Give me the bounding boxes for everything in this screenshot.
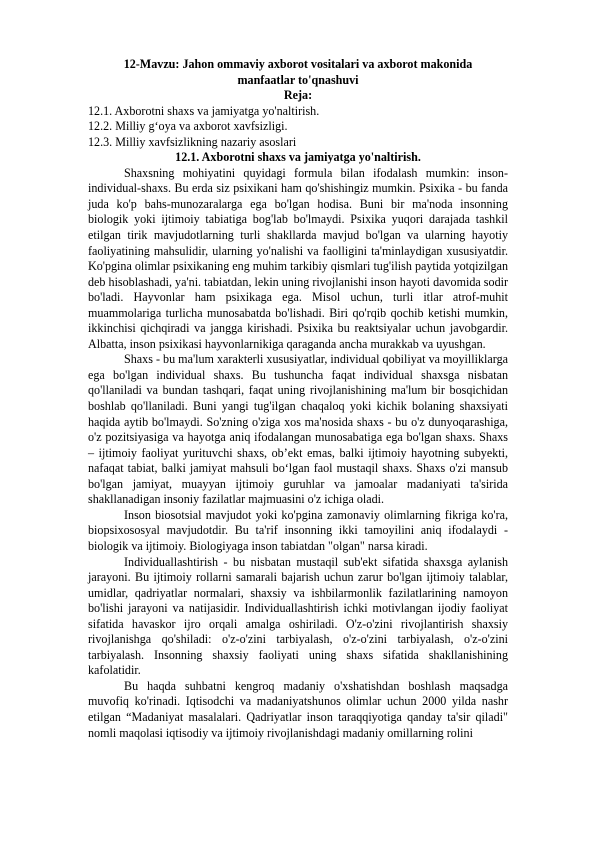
- plan-item: 12.2. Milliy g‘oya va axborot xavfsizligi.: [88, 119, 288, 134]
- document-title-line1: 12-Mavzu: Jahon ommaviy axborot vositalari va axborot makonida: [123, 57, 473, 71]
- plan-item: 12.1. Axborotni shaxs va jamiyatga yo'naltirish.: [88, 103, 320, 118]
- body-paragraph: Shaxsning mohiyatini quyidagi formula bilan ifodalash mumkin: inson-individual-shaxs. Bu erda siz psixikani ham qo'shishingiz mumkin. Psixika - bu fanda juda ko'p bahs-munozaralarga ega bo'lgan hodisa. Buni bir ma'noda insonning biologik yoki ijtimoiy tabiatiga bog'lab bo'lmaydi. Psixika yuqori darajada tashkil etilgan tirik mavjudotlarning turli shakllarda mavjud bo'lgan va ularning hayotiy faoliyatining mahsulidir, ularning yo'nalishi va faolligini ta'minlaydigan xususiyatdir. Ko'pgina olimlar psixikaning eng muhim tarkibiy qismlari tug'ilish paytida yotqizilgan deb hisoblashadi, ya'ni. tabiatdan, lekin uning rivojlanishi inson hayoti davomida sodir bo'ladi. Hayvonlar ham psixikaga ega. Misol uchun, turli itlar atrof-muhit muammolariga turlicha munosabatda bo'lishadi. Biri qo'rqib qochib ketishi mumkin, ikkinchisi qichqiradi va jangga kirishadi. Psixika bu reaktsiyalar uchun javobgardir. Albatta, inson psixikasi hayvonlarnikiga qaraganda ancha murakkab va uyushgan.: [88, 165, 508, 351]
- plan-heading: Reja:: [283, 88, 313, 103]
- body-paragraph: Inson biosotsial mavjudot yoki ko'pgina zamonaviy olimlarning fikriga ko'ra, biopsixososyal mavjudotdir. Bu ta'rif insonning ikki tamoyilini aniq ifodalaydi - biologik va ijtimoiy. Biologiyaga inson tabiatdan "olgan" narsa kiradi.: [88, 507, 508, 553]
- body-paragraph: Bu haqda suhbatni kengroq madaniy o'xshatishdan boshlash maqsadga muvofiq ko'rinadi. Iqtisodchi va madaniyatshunos olimlar uchun 2000 yilda nashr etilgan “Madaniyat masalalari. Qadriyatlar inson taraqqiyotiga qanday ta'sir qiladi" nomli maqolasi iqtisodiy va ijtimoiy rivojlanishdagi madaniy omillarning rolini: [88, 678, 508, 740]
- body-paragraph: Shaxs - bu ma'lum xarakterli xususiyatlar, individual qobiliyat va moyilliklarga ega bo'lgan individual shaxs. Bu tushuncha faqat individual shaxsga nisbatan qo'llaniladi va bundan tashqari, faqat uning rivojlanishining ma'lum bir bosqichidan boshlab qo'llaniladi. Buni yangi tug'ilgan chaqaloq yoki kichik bolaning shaxsiyati haqida aytib bo'lmaydi. So'zning o'ziga xos ma'nosida shaxs - bu o'z dunyoqarashiga, o'z pozitsiyasiga va hayotga aniq ifodalangan munosabatiga ega bo'lgan shaxs. Shaxs – ijtimoiy faoliyat yurituvchi shaxs, ob’ekt emas, balki ijtimoiy hayotning subyekti, nafaqat tabiat, balki jamiyat mahsuli bo‘lgan faol mustaqil shaxs. Shaxs o'zi mansub bo'lgan jamiyat, muayyan ijtimoiy guruhlar va jamoalar madaniyati ta'sirida shakllanadigan insoniy fazilatlar majmuasini o'z ichiga oladi.: [88, 352, 508, 507]
- body-paragraph: Individuallashtirish - bu nisbatan mustaqil sub'ekt sifatida shaxsga aylanish jarayoni. Bu ijtimoiy rollarni samarali bajarish uchun zarur bo'lgan ijtimoiy talablar, umidlar, qadriyatlar normalari, shaxsiy va ishbilarmonlik fazilatlarining namoyon bo'lishi jarayoni va natijasidir. Individuallashtirish ichki motivlangan ijodiy faoliyat sifatida havaskor ijro orqali amalga oshiriladi. O'z-o'zini rivojlantirish shaxsiy rivojlanishga qo'shiladi: o'z-o'zini tarbiyalash, o'z-o'zini tarbiyalash, o'z-o'zini tarbiyalash. Insonning shaxsiy faoliyati uning shaxs sifatida shakllanishining kafolatidir.: [88, 554, 508, 678]
- section-heading: 12.1. Axborotni shaxs va jamiyatga yo'naltirish.: [175, 150, 421, 165]
- document-title-line2: manfaatlar to'qnashuvi: [237, 72, 359, 87]
- plan-item: 12.3. Milliy xavfsizlikning nazariy asoslari: [88, 134, 297, 149]
